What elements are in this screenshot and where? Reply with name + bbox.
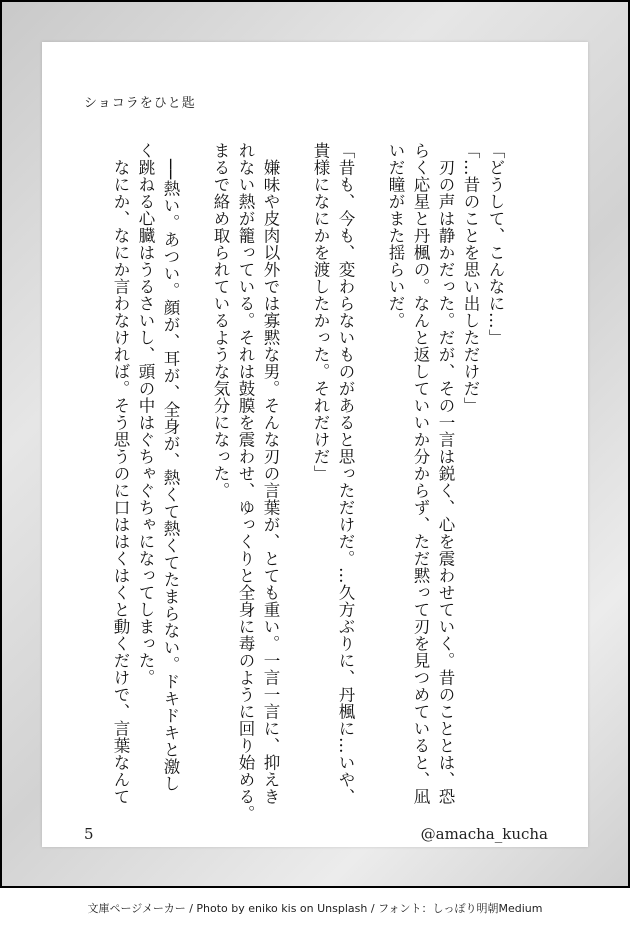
author-handle: @amacha_kucha: [420, 825, 548, 843]
text-line: いだ瞳がまた揺らいだ。: [386, 142, 405, 329]
book-title: ショコラをひと匙: [84, 96, 196, 111]
text-line: く跳ねる心臓はうるさいし、頭の中はぐちゃぐちゃになってしまった。: [136, 142, 155, 686]
text-line: 「昔も、今も、変わらないものがあると思っただけだ。…久方ぶりに、丹楓に…いや、: [336, 142, 355, 805]
blank-line: [358, 142, 383, 842]
credit-line: 文庫ページメーカー / Photo by eniko kis on Unsplash / フォント：しっぽり明朝Medium: [87, 902, 543, 915]
text-line: 「…昔のことを思い出しただけだ」: [461, 142, 480, 414]
page-number: 5: [84, 825, 94, 843]
text-line: ──熱い。あつい。顔が、耳が、全身が、熱くて熱くてたまらない。ドキドキと激し: [161, 142, 180, 792]
text-line: らく応星と丹楓の。なんと返していいか分からず、ただ黙って刃を見つめていると、凪: [411, 142, 430, 805]
text-line: 貴様になにかを渡したかった。それだけだ」: [311, 142, 330, 482]
text-line: なにか、なにか言わなければ。そう思うのに口ははくはくと動くだけで、言葉なんて: [111, 142, 130, 805]
text-line: 刃の声は静かだった。だが、その一言は鋭く、心を震わせていく。昔のこととは、恐: [436, 142, 455, 805]
book-page: [42, 42, 588, 847]
blank-line: [183, 142, 208, 842]
blank-line: [283, 142, 308, 842]
text-line: まるで絡め取られているような気分になった。: [211, 142, 230, 499]
text-line: 「どうして、こんなに…」: [486, 142, 505, 346]
text-line: れない熱が籠っている。それは鼓膜を震わせ、ゆっくりと全身に毒のように回り始める。: [236, 142, 255, 822]
vertical-body-text: [111, 142, 508, 842]
text-line: 嫌味や皮肉以外では寡黙な男。そんな刃の言葉が、とても重い。一言一言に、抑えき: [261, 142, 280, 805]
